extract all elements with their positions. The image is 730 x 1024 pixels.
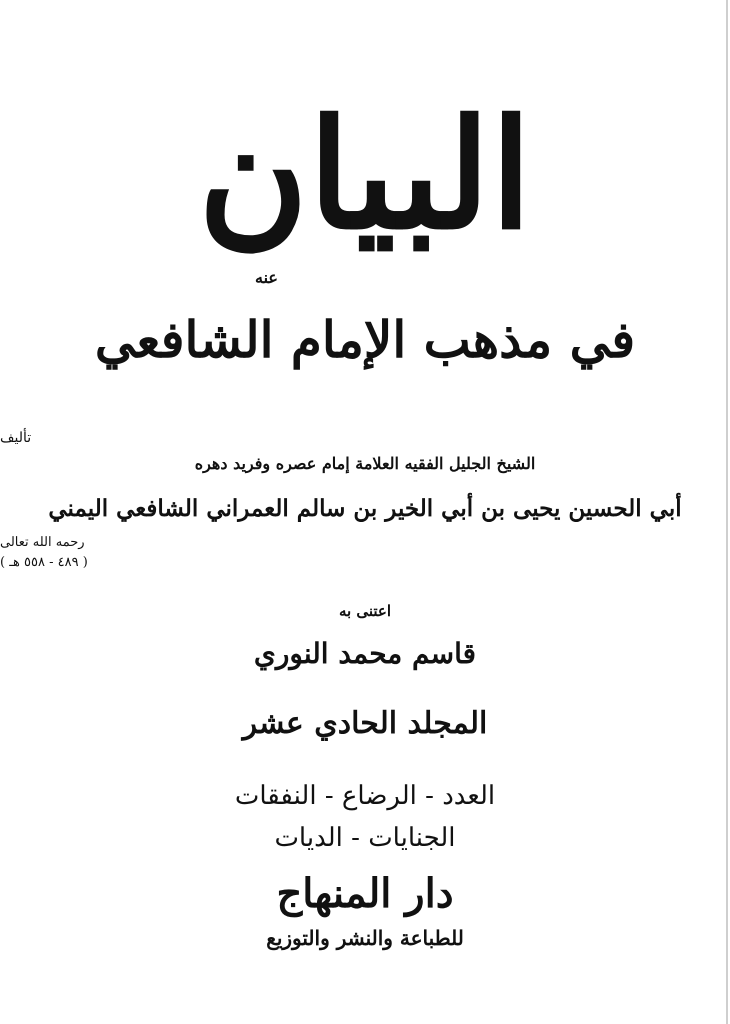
publisher-name: دار المنهاج: [276, 870, 454, 917]
authored-label: تأليف: [0, 430, 32, 446]
book-title: البيان: [198, 87, 532, 263]
editor-name: قاسم محمد النوري: [253, 637, 477, 670]
author-name: أبي الحسين يحيى بن أبي الخير بن سالم العمراني الشافعي اليمني: [48, 495, 682, 522]
care-of-label: اعتنى به: [338, 602, 392, 620]
volume-label: المجلد الحادي عشر: [242, 706, 488, 741]
publisher-tagline: للطباعة والنشر والتوزيع: [266, 926, 464, 950]
volume-topics-line-2: الجنايات - الديات: [274, 823, 456, 853]
title-ornament-text: عنه: [255, 268, 278, 287]
volume-topics-line-1: العدد - الرضاع - النفقات: [234, 781, 496, 811]
mercy-phrase: رحمه الله تعالى: [0, 535, 85, 550]
author-description: الشيخ الجليل الفقيه العلامة إمام عصره وفريد دهره: [194, 454, 536, 473]
book-subtitle: في مذهب الإمام الشافعي: [94, 310, 636, 369]
author-dates: ( ٤٨٩ - ٥٥٨ هـ ): [0, 555, 88, 570]
